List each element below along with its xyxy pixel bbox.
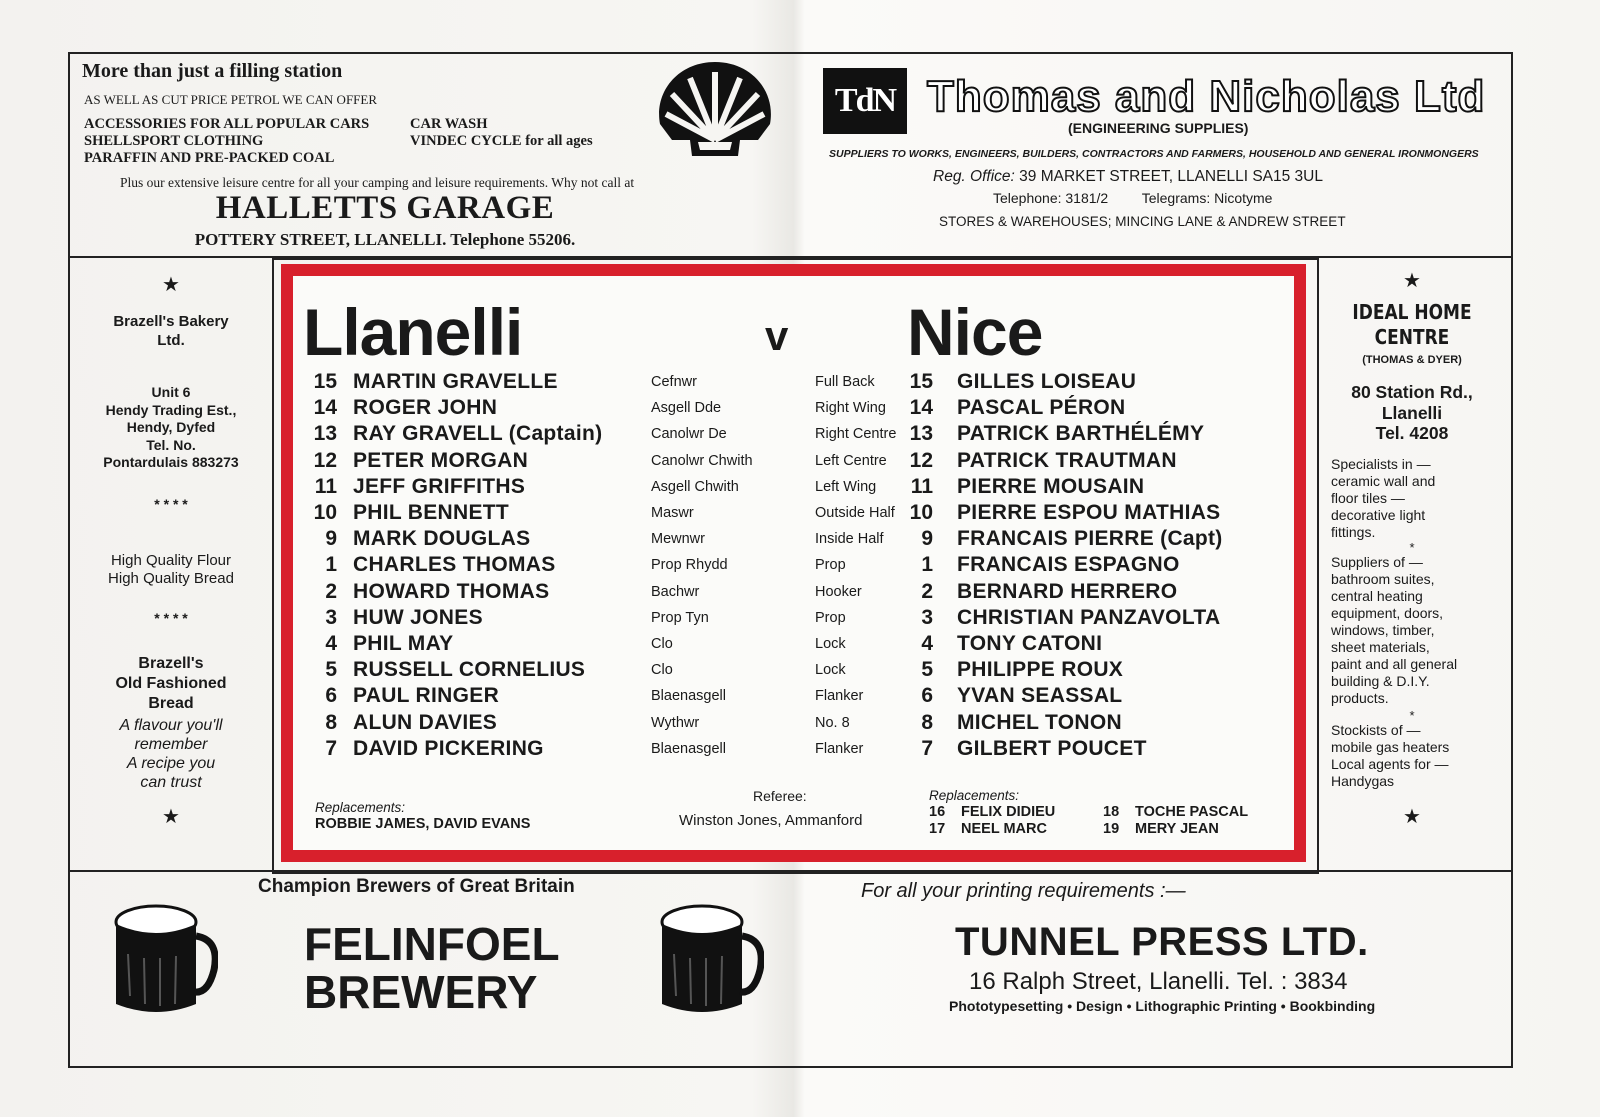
position-label: Outside Half: [815, 505, 895, 521]
player-number: 8: [921, 710, 933, 734]
player-name: MICHEL TONON: [957, 710, 1122, 734]
replacement-row: [1103, 821, 1248, 838]
list-item: ACCESSORIES FOR ALL POPULAR CARS: [84, 116, 370, 132]
player-number: 1: [325, 553, 337, 577]
text-line: Specialists in —: [1331, 456, 1431, 472]
list-item: SHELLSPORT CLOTHING: [84, 133, 264, 149]
player-name: FRANCAIS ESPAGNO: [957, 553, 1180, 577]
tunnel-tagline: For all your printing requirements :—: [861, 880, 1186, 902]
position-label: Left Wing: [815, 478, 877, 495]
player-name: PIERRE ESPOU MATHIAS: [957, 501, 1221, 524]
player-number: 9: [325, 527, 337, 551]
tn-telephone: Telephone: 3181/2: [993, 190, 1109, 206]
position-label: Lock: [815, 636, 846, 652]
player-name: MARK DOUGLAS: [353, 527, 531, 551]
address-line: Hendy, Dyfed: [126, 419, 216, 435]
text-line: products.: [1331, 690, 1389, 706]
beer-mug-icon: [654, 896, 764, 1026]
text-line: floor tiles —: [1331, 490, 1405, 506]
player-name: PASCAL PÉRON: [957, 396, 1126, 420]
welsh-position: Bachwr: [651, 583, 700, 600]
player-number: 11: [910, 474, 933, 498]
referee-label: Referee:: [753, 788, 807, 804]
tn-reg-address: 39 MARKET STREET, LLANELLI SA15 3UL: [1019, 168, 1323, 185]
text-line: sheet materials,: [1331, 639, 1430, 655]
brazell-name: [70, 312, 272, 350]
ideal-specialists: [1331, 456, 1435, 541]
player-number: 5: [325, 658, 337, 682]
welsh-position: Prop Tyn: [651, 609, 709, 626]
position-label: Right Wing: [815, 400, 886, 417]
player-number: 12: [909, 448, 933, 472]
brazell-bread: [70, 654, 272, 714]
welsh-position: Clo: [651, 636, 673, 652]
player-name: FRANCAIS PIERRE (Capt): [957, 527, 1223, 551]
tn-stores: STORES & WAREHOUSES; MINCING LANE & ANDREW STREET: [939, 214, 1346, 229]
text-line: fittings.: [1331, 524, 1376, 540]
replacement-row: [1103, 804, 1248, 821]
player-name: CHRISTIAN PANZAVOLTA: [957, 605, 1221, 629]
star-icon: ★: [1403, 270, 1421, 292]
tn-engineering: (ENGINEERING SUPPLIES): [1068, 120, 1249, 136]
position-label: Left Centre: [815, 452, 887, 469]
ideal-owners: (THOMAS & DYER): [1362, 354, 1462, 366]
tn-suppliers: SUPPLIERS TO WORKS, ENGINEERS, BUILDERS, CONTRACTORS AND FARMERS, HOUSEHOLD AND GENERAL IRONMONGERS: [829, 148, 1479, 160]
player-name: HUW JONES: [353, 605, 483, 629]
welsh-position: Blaenasgell: [651, 740, 726, 757]
player-name: GILLES LOISEAU: [957, 370, 1137, 393]
text-line: Suppliers of —: [1331, 554, 1423, 570]
separator: * * * *: [154, 610, 188, 626]
address-line: Llanelli: [1381, 402, 1443, 423]
player-number: 1: [921, 553, 933, 577]
brazell-slogan: [70, 716, 272, 792]
player-name: PHIL MAY: [353, 632, 454, 655]
position-label: Prop: [815, 557, 846, 574]
player-number: 7: [325, 736, 337, 760]
home-team-name: Llanelli: [303, 295, 523, 369]
versus-label: v: [765, 312, 789, 359]
player-number: 6: [325, 684, 337, 708]
player-number: 15: [909, 370, 933, 393]
player-number: 4: [325, 632, 337, 655]
welsh-position: Asgell Dde: [651, 400, 722, 417]
ideal-name: [1328, 300, 1496, 350]
welsh-position: Maswr: [651, 505, 694, 521]
ideal-address: [1313, 382, 1511, 444]
slogan-line: A recipe you: [126, 755, 216, 772]
hallett-list-left: [84, 116, 369, 167]
home-replacements: ROBBIE JAMES, DAVID EVANS: [315, 816, 531, 832]
slogan-line: A flavour you'll: [119, 717, 223, 734]
ideal-home-ad: [1313, 256, 1513, 872]
tunnel-name: TUNNEL PRESS LTD.: [955, 920, 1369, 964]
replacement-number: 17: [929, 821, 946, 837]
replacement-number: 19: [1103, 821, 1120, 837]
felinfoel-tagline: Champion Brewers of Great Britain: [258, 876, 575, 897]
player-name: PHIL BENNETT: [353, 501, 510, 524]
player-name: PETER MORGAN: [353, 448, 529, 472]
text-line: Handygas: [1331, 773, 1395, 789]
felinfoel-ad: [68, 870, 793, 1068]
player-number: 4: [921, 632, 933, 655]
player-name: PATRICK BARTHÉLÉMY: [957, 422, 1205, 446]
hallett-subhead: AS WELL AS CUT PRICE PETROL WE CAN OFFER: [84, 92, 378, 107]
player-number: 5: [921, 658, 933, 682]
bread-line: Bread: [148, 695, 194, 712]
hallett-address: POTTERY STREET, LLANELLI. Telephone 55206.: [194, 230, 576, 249]
welsh-position: Mewnwr: [651, 531, 705, 548]
player-name: PAUL RINGER: [353, 684, 500, 708]
welsh-position: Prop Rhydd: [651, 557, 728, 574]
text-line: Local agents for —: [1331, 756, 1449, 772]
welsh-position: Blaenasgell: [651, 688, 726, 705]
thomas-nicholas-ad: [793, 52, 1513, 258]
brazell-name-line: Ltd.: [157, 332, 185, 349]
ideal-suppliers: [1331, 554, 1457, 707]
away-team-name: Nice: [907, 295, 1043, 369]
tunnel-press-ad: [793, 870, 1513, 1068]
player-name: RAY GRAVELL (Captain): [353, 422, 603, 446]
text-line: mobile gas heaters: [1331, 739, 1450, 755]
replacement-row: [929, 804, 1055, 821]
player-name: TONY CATONI: [957, 632, 1103, 655]
position-label: Prop: [815, 609, 846, 626]
welsh-position: Canolwr Chwith: [651, 452, 753, 469]
player-name: GILBERT POUCET: [957, 736, 1147, 760]
brazell-name-line: Brazell's Bakery: [113, 313, 229, 330]
welsh-position: Canolwr De: [651, 426, 727, 443]
tunnel-services: Phototypesetting • Design • Lithographic Printing • Bookbinding: [949, 998, 1376, 1014]
star-icon: ★: [162, 806, 180, 828]
replacement-name: TOCHE PASCAL: [1135, 804, 1249, 820]
player-number: 9: [921, 527, 933, 551]
home-replacements-label: Replacements:: [315, 800, 406, 815]
tn-reg-label: Reg. Office:: [933, 168, 1015, 185]
text-line: building & D.I.Y.: [1331, 673, 1430, 689]
address-line: Hendy Trading Est.,: [105, 401, 237, 418]
list-item: CAR WASH: [410, 116, 488, 132]
position-label: Lock: [815, 662, 846, 679]
text-line: equipment, doors,: [1331, 605, 1444, 621]
player-name: PATRICK TRAUTMAN: [957, 448, 1177, 472]
shell-logo-icon: [650, 56, 780, 166]
star-icon: ★: [1403, 806, 1421, 828]
position-label: Flanker: [815, 688, 864, 705]
replacement-name: FELIX DIDIEU: [961, 804, 1056, 820]
position-label: Hooker: [815, 583, 862, 600]
player-number: 10: [313, 501, 337, 524]
referee: Winston Jones, Ammanford: [679, 812, 863, 829]
star-icon: ★: [162, 274, 180, 296]
welsh-position: Cefnwr: [651, 374, 697, 390]
text-line: windows, timber,: [1331, 622, 1435, 638]
position-label: Right Centre: [815, 426, 897, 443]
hallett-ad: [68, 52, 793, 258]
tunnel-address: 16 Ralph Street, Llanelli. Tel. : 3834: [969, 968, 1348, 995]
list-item: VINDEC CYCLE for all ages: [410, 133, 593, 149]
player-number: 2: [325, 579, 337, 603]
player-number: 7: [921, 736, 933, 760]
player-number: 6: [921, 684, 933, 708]
player-number: 2: [921, 579, 933, 603]
player-name: DAVID PICKERING: [353, 736, 544, 760]
replacement-name: MERY JEAN: [1135, 821, 1219, 837]
beer-mug-icon: [108, 896, 218, 1026]
welsh-position: Wythwr: [651, 714, 700, 731]
player-number: 8: [325, 710, 337, 734]
player-number: 3: [325, 605, 337, 629]
address-line: 80 Station Rd.,: [1351, 382, 1473, 402]
player-name: ALUN DAVIES: [353, 710, 498, 734]
tn-title: Thomas and Nicholas Ltd: [927, 72, 1486, 121]
player-name: JEFF GRIFFITHS: [353, 474, 526, 498]
text-line: ceramic wall and: [1331, 473, 1436, 489]
text-line: central heating: [1331, 588, 1423, 604]
tdn-logo: TdN: [823, 68, 907, 134]
tn-reg-office: [933, 168, 1323, 186]
replacement-name: NEEL MARC: [961, 821, 1047, 837]
text-line: decorative light: [1331, 507, 1426, 523]
player-number: 15: [313, 370, 337, 393]
player-number: 3: [921, 605, 933, 629]
felinfoel-name-line: BREWERY: [304, 966, 538, 1018]
text-line: bathroom suites,: [1331, 571, 1435, 587]
slogan-line: remember: [134, 736, 208, 753]
tn-contact: [993, 190, 1272, 206]
tn-telegrams: Telegrams: Nicotyme: [1141, 190, 1273, 206]
address-line: Tel. 4208: [1375, 423, 1449, 443]
position-label: Full Back: [815, 374, 875, 390]
address-line: Tel. No.: [146, 436, 196, 453]
hallett-list-right: [410, 116, 593, 150]
player-name: ROGER JOHN: [353, 396, 498, 420]
replacement-number: 18: [1103, 804, 1120, 820]
brazell-address: [70, 384, 272, 472]
position-label: Flanker: [815, 740, 864, 757]
ideal-stockists: [1331, 722, 1449, 790]
welsh-position: Clo: [651, 662, 673, 679]
felinfoel-name: [304, 920, 560, 1016]
separator: * * * *: [154, 496, 188, 512]
player-name: PHILIPPE ROUX: [957, 658, 1124, 682]
position-label: Inside Half: [815, 531, 884, 548]
hallett-plus-text: Plus our extensive leisure centre for all your camping and leisure requirements. Why not call at: [120, 175, 635, 190]
player-number: 12: [313, 448, 337, 472]
address-line: Pontardulais 883273: [103, 454, 239, 470]
felinfoel-name-line: FELINFOEL: [304, 918, 560, 970]
position-label: No. 8: [815, 714, 850, 731]
bread-line: Old Fashioned: [115, 675, 227, 692]
player-name: BERNARD HERRERO: [957, 579, 1178, 603]
player-number: 13: [909, 422, 933, 446]
welsh-position: Asgell Chwith: [651, 478, 739, 495]
player-name: CHARLES THOMAS: [353, 553, 556, 577]
player-name: HOWARD THOMAS: [353, 579, 550, 603]
brazell-quality: [70, 552, 272, 588]
player-number: 14: [909, 396, 933, 420]
player-name: MARTIN GRAVELLE: [353, 370, 558, 393]
bread-line: Brazell's: [138, 655, 204, 672]
ideal-name-line: CENTRE: [1374, 325, 1450, 349]
player-number: 13: [313, 422, 337, 446]
brazell-ad: [68, 256, 272, 872]
slogan-line: can trust: [140, 774, 202, 791]
away-replacements-col2: [1103, 804, 1248, 838]
player-number: 14: [313, 396, 337, 420]
player-number: 11: [314, 474, 337, 498]
player-number: 10: [909, 501, 933, 524]
asterisk: *: [1409, 708, 1415, 723]
text-line: paint and all general: [1331, 656, 1458, 672]
address-line: Unit 6: [151, 384, 191, 400]
team-sheet: [281, 264, 1306, 862]
replacement-number: 16: [929, 804, 946, 820]
quality-line: High Quality Bread: [108, 570, 234, 587]
quality-line: High Quality Flour: [110, 552, 232, 569]
player-name: PIERRE MOUSAIN: [957, 474, 1145, 498]
away-replacements-label: Replacements:: [929, 788, 1020, 803]
player-name: YVAN SEASSAL: [957, 684, 1123, 708]
player-name: RUSSELL CORNELIUS: [353, 658, 586, 682]
hallett-name: HALLETTS GARAGE: [215, 190, 555, 226]
away-replacements-col1: [929, 804, 1055, 838]
replacement-row: [929, 821, 1055, 838]
hallett-headline: More than just a filling station: [82, 60, 343, 82]
list-item: PARAFFIN AND PRE-PACKED COAL: [84, 150, 335, 166]
ideal-name-line: IDEAL HOME: [1352, 300, 1472, 324]
text-line: Stockists of —: [1331, 722, 1421, 738]
asterisk: *: [1409, 540, 1415, 555]
